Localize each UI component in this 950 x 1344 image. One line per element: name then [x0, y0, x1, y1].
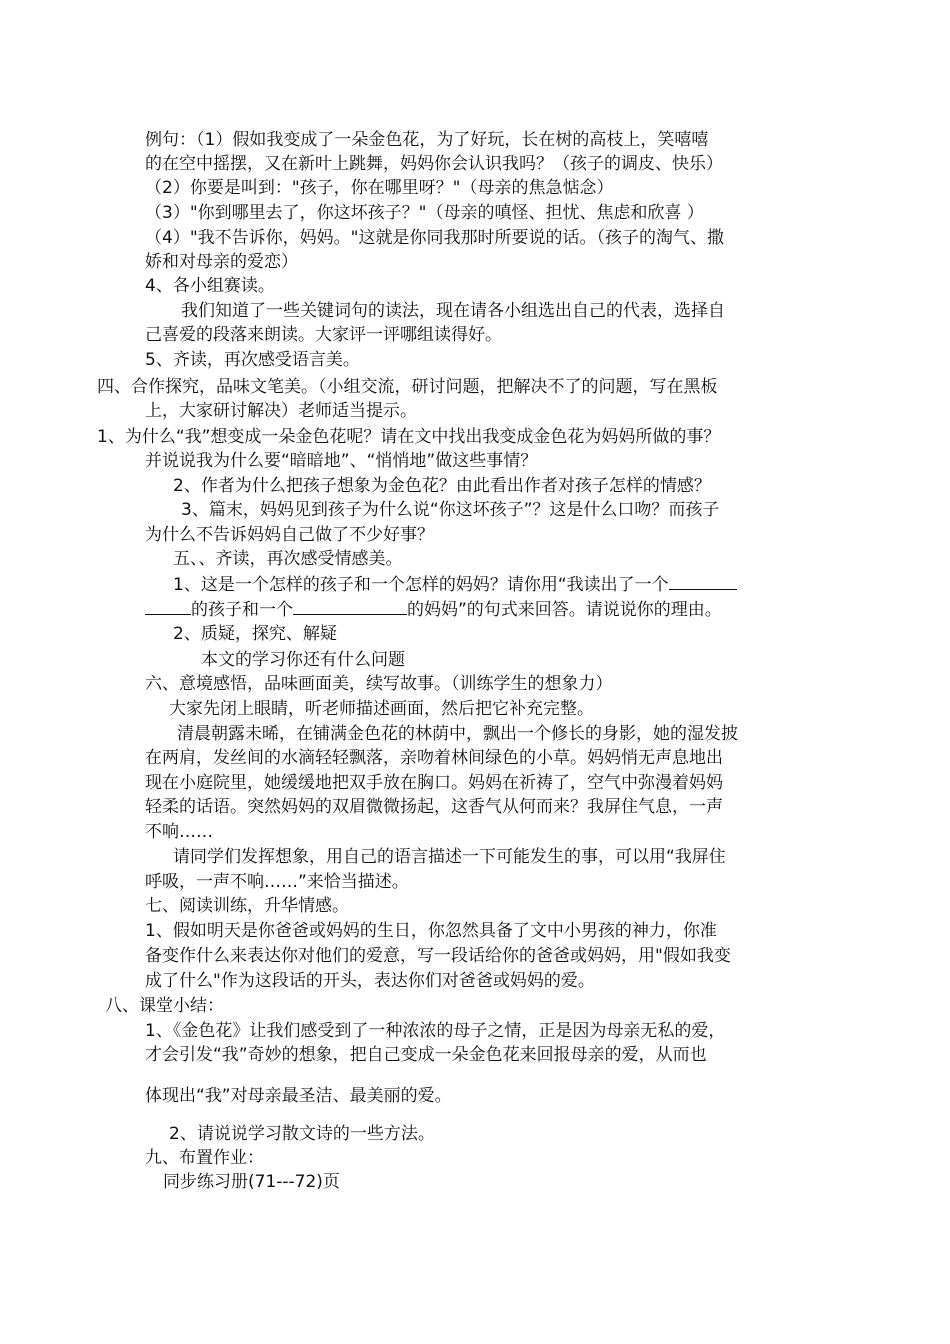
example-line-3: （2）你要是叫到："孩子，你在哪里呀？"（母亲的焦急惦念）: [145, 178, 614, 198]
answer-blank: [669, 573, 737, 590]
scene-para-1: 清晨朝露未晞，在铺满金色花的林荫中，飘出一个修长的身影，她的湿发披: [177, 724, 738, 744]
fill-blank-line-2: 的孩子和一个 的妈妈”的句式来回答。请说说你的理由。: [145, 598, 722, 622]
summary-2: 才会引发“我”奇妙的想象，把自己变成一朵金色花来回报母亲的爱，从而也: [145, 1045, 707, 1065]
section-6-heading: 六、意境感悟，品味画面美，续写故事。（训练学生的想象力）: [145, 674, 613, 694]
question-2: 2、作者为什么把孩子想象为金色花？由此看出作者对孩子怎样的情感？: [173, 476, 711, 496]
section-7-heading: 七、阅读训练，升华情感。: [145, 896, 349, 916]
section-5-heading: 五、、齐读，再次感受情感美。: [173, 549, 403, 569]
imagine-para-1: 请同学们发挥想象，用自己的语言描述一下可能发生的事，可以用“我屏住: [173, 847, 726, 867]
example-line-5: （4）"我不告诉你，妈妈。"这就是你同我那时所要说的话。（孩子的淘气、撒: [145, 228, 724, 248]
summary-question: 2、请说说学习散文诗的一些方法。: [169, 1124, 435, 1144]
question-1: 1、为什么“我”想变成一朵金色花呢？请在文中找出我变成金色花为妈妈所做的事？: [97, 427, 721, 447]
homework-line: 同步练习册(71---72)页: [163, 1172, 340, 1192]
reading-task-2: 备变作什么来表达你对他们的爱意，写一段话给你的爸爸或妈妈，用"假如我变: [145, 946, 731, 966]
group-reading-para-2: 己喜爱的段落来朗读。大家评一评哪组读得好。: [145, 325, 502, 345]
answer-blank: [145, 598, 191, 615]
answer-blank: [293, 598, 407, 615]
example-line-4: （3）"你到哪里去了，你这坏孩子？"（母亲的嗔怪、担忧、焦虑和欣喜 ）: [145, 203, 704, 223]
question-3: 3、篇末，妈妈见到孩子为什么说“你这坏孩子”？这是什么口吻？而孩子: [181, 500, 720, 520]
scene-para-5: 不响……: [145, 822, 213, 842]
reading-task-3: 成了什么"作为这段话的开头，表达你们对爸爸或妈妈的爱。: [145, 971, 595, 991]
fill-blank-line-1: 1、这是一个怎样的孩子和一个怎样的妈妈？请你用“我读出了一个: [173, 573, 737, 597]
summary-1: 1、《金色花》让我们感受到了一种浓浓的母子之情，正是因为母亲无私的爱，: [145, 1021, 726, 1041]
read-together-line: 5、齐读，再次感受语言美。: [145, 350, 360, 370]
section-8-heading: 八、课堂小结：: [105, 996, 224, 1016]
scene-para-2: 在两肩，发丝间的水滴轻轻飘落，亲吻着林间绿色的小草。妈妈悄无声息地出: [145, 748, 723, 768]
group-reading-para-1: 我们知道了一些关键词句的读法，现在请各小组选出自己的代表，选择自: [181, 301, 725, 321]
example-line-2: 的在空中摇摆，又在新叶上跳舞，妈妈你会认识我吗？（孩子的调皮、快乐）: [145, 154, 723, 174]
question-1-cont: 并说说我为什么要“暗暗地”、“悄悄地”做这些事情？: [145, 451, 538, 471]
question-3-cont: 为什么不告诉妈妈自己做了不少好事？: [145, 525, 434, 545]
scene-para-3: 现在小庭院里，她缓缓地把双手放在胸口。妈妈在祈祷了，空气中弥漫着妈妈: [145, 773, 723, 793]
question-discuss: 2、质疑，探究、解疑: [173, 624, 337, 644]
section-6-intro: 大家先闭上眼睛，听老师描述画面，然后把它补充完整。: [169, 699, 594, 719]
section-4-heading-cont: 上，大家研讨解决）老师适当提示。: [145, 401, 417, 421]
example-line-1: 例句：（1）假如我变成了一朵金色花，为了好玩，长在树的高枝上，笑嘻嘻: [145, 130, 709, 150]
imagine-para-2: 呼吸，一声不响……”来恰当描述。: [145, 872, 409, 892]
section-4-heading: 四、合作探究，品味文笔美。（小组交流，研讨问题，把解决不了的问题，写在黑板: [97, 377, 718, 397]
group-reading-heading: 4、各小组赛读。: [145, 276, 275, 296]
reading-task-1: 1、假如明天是你爸爸或妈妈的生日，你忽然具备了文中小男孩的神力，你准: [145, 921, 717, 941]
example-line-6: 娇和对母亲的爱恋）: [145, 252, 298, 272]
scene-para-4: 轻柔的话语。突然妈妈的双眉微微扬起，这香气从何而来？我屏住气息，一声: [145, 797, 723, 817]
section-9-heading: 九、布置作业：: [145, 1148, 264, 1168]
summary-3: 体现出“我”对母亲最圣洁、最美丽的爱。: [145, 1086, 452, 1106]
question-discuss-cont: 本文的学习你还有什么问题: [201, 650, 405, 670]
